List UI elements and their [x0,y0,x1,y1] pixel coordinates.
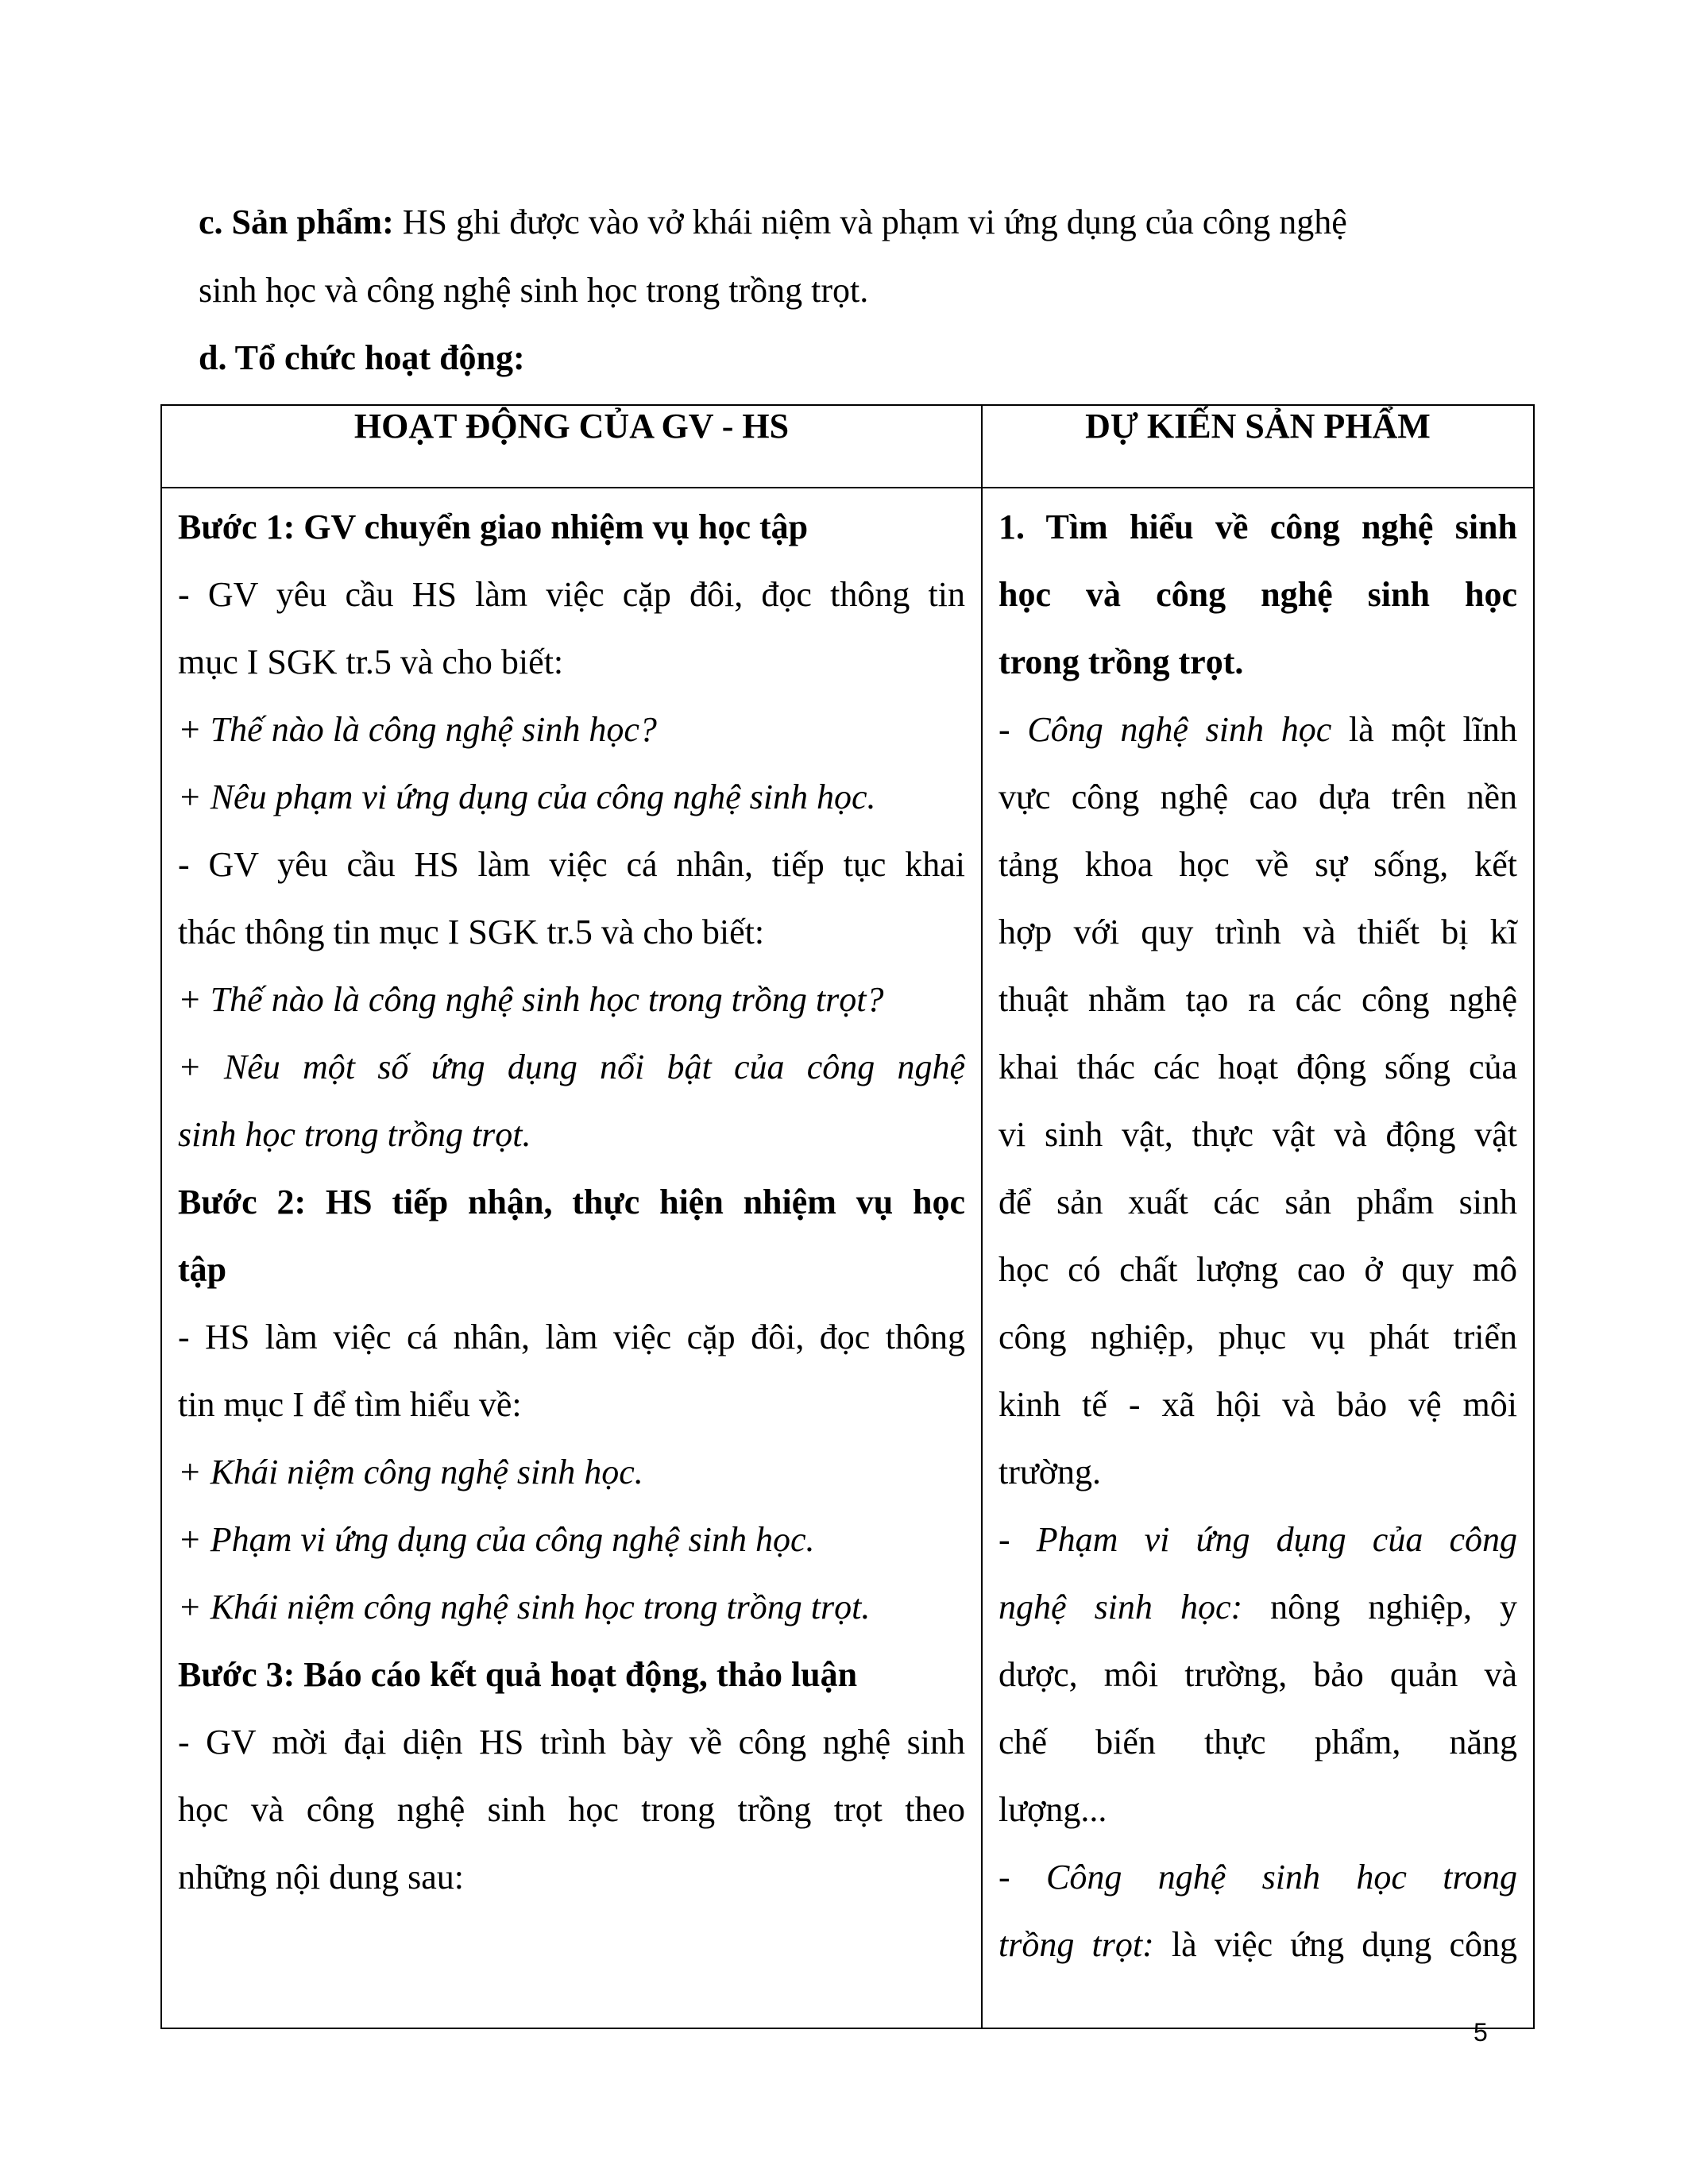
right-line: lượng... [999,1790,1107,1829]
left-line: + Khái niệm công nghệ sinh học. [178,1453,643,1491]
right-line: để sản xuất các sản phẩm sinh [999,1183,1517,1221]
right-line: trường. [999,1453,1101,1491]
left-line: + Thế nào là công nghệ sinh học? [178,710,657,749]
organize-heading-paragraph [199,324,1493,392]
product-label: c. Sản phẩm: [199,203,394,241]
page-number: 5 [1474,2018,1488,2047]
right-line: chế biến thực phẩm, năng [999,1723,1517,1761]
product-text-1: HS ghi được vào vở khái niệm và phạm vi ứng dụng của công nghệ [393,203,1347,241]
activity-table [160,404,1535,2029]
header-expected-product: DỰ KIẾN SẢN PHẨM [982,405,1534,488]
right-line: dược, môi trường, bảo quản và [999,1655,1517,1694]
right-line: công nghiệp, phục vụ phát triển [999,1318,1517,1356]
right-line: tảng khoa học về sự sống, kết [999,845,1517,884]
left-line: - HS làm việc cá nhân, làm việc cặp đôi, đọc thông [178,1318,965,1356]
header-teacher-student: HOẠT ĐỘNG CỦA GV - HS [161,405,982,488]
table-header-row [161,405,1534,488]
right-line: trồng trọt: là việc ứng dụng công [999,1925,1517,1964]
left-line: + Khái niệm công nghệ sinh học trong trồng trọt. [178,1588,871,1626]
right-line: học có chất lượng cao ở quy mô [999,1250,1517,1289]
activities-cell [161,488,982,2028]
left-line: - GV yêu cầu HS làm việc cá nhân, tiếp tục khai [178,845,965,884]
left-line: + Nêu một số ứng dụng nổi bật của công nghệ [178,1048,965,1086]
left-line: mục I SGK tr.5 và cho biết: [178,642,564,681]
right-line: hợp với quy trình và thiết bị kĩ [999,913,1517,951]
products-cell [982,488,1534,2028]
product-text-2: sinh học và công nghệ sinh học trong trồng trọt. [199,271,869,310]
left-line: những nội dung sau: [178,1858,464,1897]
organize-heading: d. Tổ chức hoạt động: [199,338,525,377]
left-line: sinh học trong trồng trọt. [178,1115,531,1154]
section-1-title: 1. Tìm hiểu về công nghệ sinh [999,507,1517,546]
step-2-title-cont: tập [178,1250,227,1289]
left-line: + Thế nào là công nghệ sinh học trong trồng trọt? [178,980,884,1019]
right-line: - Công nghệ sinh học trong [999,1858,1517,1897]
left-line: - GV yêu cầu HS làm việc cặp đôi, đọc thông tin [178,575,965,614]
product-paragraph [199,188,1493,325]
right-line: - Phạm vi ứng dụng của công [999,1520,1517,1559]
left-line: + Phạm vi ứng dụng của công nghệ sinh học. [178,1520,815,1559]
step-1-title: Bước 1: GV chuyển giao nhiệm vụ học tập [178,507,809,546]
section-1-title-cont: học và công nghệ sinh học [999,575,1517,614]
right-line: - Công nghệ sinh học là một lĩnh [999,710,1517,749]
left-line: - GV mời đại diện HS trình bày về công nghệ sinh [178,1723,965,1761]
right-line: vi sinh vật, thực vật và động vật [999,1115,1517,1154]
left-line: + Nêu phạm vi ứng dụng của công nghệ sinh học. [178,778,876,816]
right-line: thuật nhằm tạo ra các công nghệ [999,980,1517,1019]
right-line: nghệ sinh học: nông nghiệp, y [999,1588,1517,1626]
left-line: học và công nghệ sinh học trong trồng trọt theo [178,1790,965,1829]
step-3-title: Bước 3: Báo cáo kết quả hoạt động, thảo luận [178,1655,858,1694]
left-line: tin mục I để tìm hiểu về: [178,1385,522,1424]
step-2-title: Bước 2: HS tiếp nhận, thực hiện nhiệm vụ học [178,1183,965,1221]
left-line: thác thông tin mục I SGK tr.5 và cho biết: [178,913,765,951]
right-line: kinh tế - xã hội và bảo vệ môi [999,1385,1517,1424]
right-line: khai thác các hoạt động sống của [999,1048,1517,1086]
right-line: vực công nghệ cao dựa trên nền [999,778,1517,816]
table-row [161,488,1534,2028]
section-1-title-cont: trong trồng trọt. [999,642,1244,681]
